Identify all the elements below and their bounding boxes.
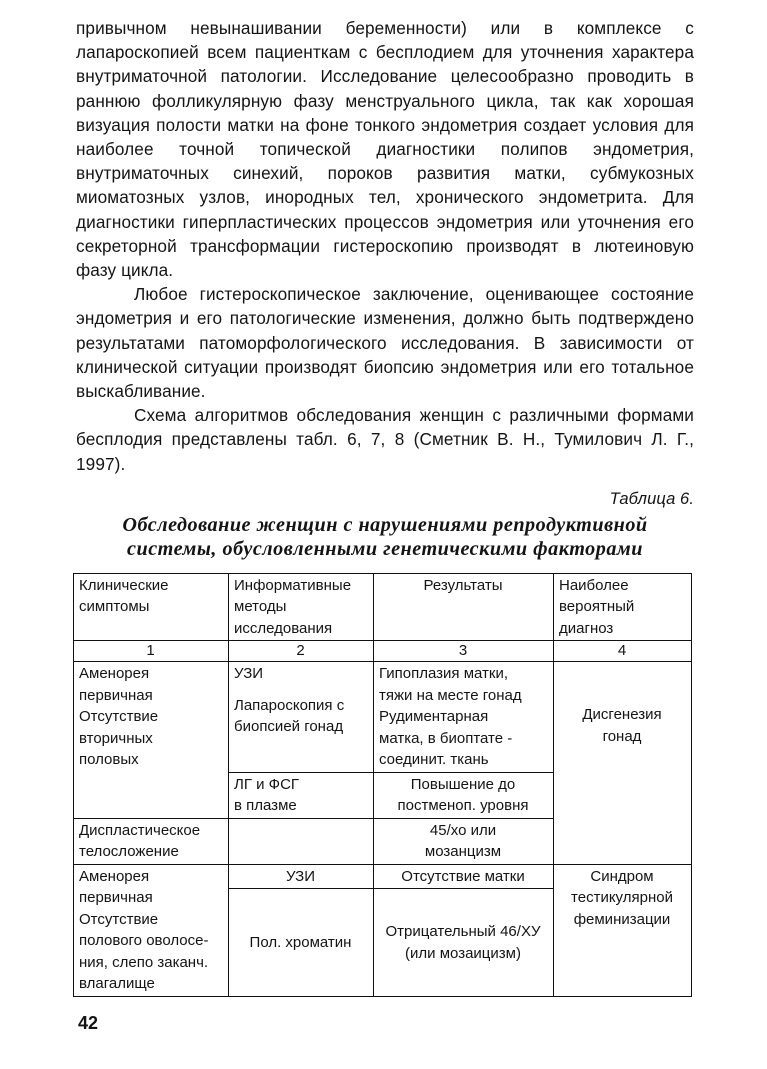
cell-text: полового оволосе- (79, 932, 209, 950)
method-cell-empty (229, 818, 374, 864)
cell-text: биопсией гонад (234, 718, 344, 736)
method-cell (229, 864, 374, 889)
table-container (73, 573, 694, 998)
cell-text: (или мозаицизм) (405, 944, 521, 962)
column-number: 3 (374, 641, 554, 662)
cell-text: ЛГ и ФСГ (234, 775, 300, 793)
page-number: 42 (78, 1013, 99, 1033)
header-text: Информативные (234, 576, 352, 594)
cell-text: постменоп. уровня (397, 797, 529, 815)
symptoms-cell (74, 864, 229, 997)
cell-text: Отрицательный 46/ХУ (385, 923, 541, 941)
header-text: Клинические (79, 576, 169, 594)
cell-spacer (234, 685, 367, 695)
table-title-line: Обследование женщин с нарушениями репродуктивной (122, 513, 648, 536)
paragraph-intro: привычном невынашивании беременности) или в комплексе с лапароскопией всем пациенткам с бесплодием для уточнения характера внутриматочной патологии. Исследование целесообразно проводить в раннюю фолликулярную фазу менструального цикла, так как хорошая визуация полости матки на фоне тонкого эндометрия создает условия для наиболее точной топической диагностики полипов эндометрия, внутриматочных синехий, пороков развития матки, субмукозных миоматозных узлов, инородных тел, хронического эндометрита. Для диагностики гиперпластических процессов эндометрия или уточнения его секреторной трансформации гистероскопию производят в лютеиновую фазу цикла. (76, 18, 694, 281)
cell-text: матка, в биоптате - (379, 729, 513, 747)
table-title-line: системы, обусловленными генетическими факторами (127, 537, 643, 560)
table-row (74, 662, 692, 773)
cell-text: Рудиментарная (379, 708, 489, 726)
header-text: вероятный (559, 598, 635, 616)
cell-text: тяжи на месте гонад (379, 686, 522, 704)
cell-text: Отсутствие матки (401, 867, 525, 885)
cell-text: Лапароскопия с (234, 696, 345, 714)
cell-text: тестикулярной (571, 889, 673, 907)
column-number: 1 (74, 641, 229, 662)
method-cell (229, 772, 374, 818)
method-cell (229, 662, 374, 773)
header-cell-diagnosis (554, 573, 692, 641)
column-number: 2 (229, 641, 374, 662)
paragraph-algorithm-scheme: Схема алгоритмов обследования женщин с различными формами бесплодия представлены табл. 6, 7, 8 (Сметник В. Н., Тумилович Л. Г., 1997). (76, 405, 694, 474)
cell-text: в плазме (234, 797, 297, 815)
header-text: исследования (234, 619, 333, 637)
cell-text: УЗИ (234, 665, 264, 683)
cell-text: Диспластическое (79, 821, 201, 839)
diagnosis-cell (554, 662, 692, 865)
cell-text: гонад (602, 727, 642, 745)
header-text: Наиболее (559, 576, 629, 594)
cell-text: телосложение (79, 843, 179, 861)
result-cell (374, 772, 554, 818)
table-header-row (74, 573, 692, 641)
column-number: 4 (554, 641, 692, 662)
symptoms-cell (74, 662, 229, 819)
result-cell (374, 864, 554, 889)
cell-text: Аменорея (79, 665, 150, 683)
cell-text: Отсутствие (79, 708, 159, 726)
table-title (76, 513, 694, 561)
cell-text: Аменорея (79, 867, 150, 885)
cell-text: первичная (79, 686, 153, 704)
header-text: симптомы (79, 598, 150, 616)
genetic-factors-table (73, 573, 692, 998)
table-caption: Таблица 6. (609, 489, 694, 508)
header-text: методы (234, 598, 287, 616)
symptoms-cell (74, 818, 229, 864)
cell-text: УЗИ (285, 867, 316, 885)
cell-text: мозанцизм (424, 843, 502, 861)
result-cell (374, 889, 554, 997)
cell-text: Дисгенезия (582, 706, 662, 724)
header-cell-methods (229, 573, 374, 641)
result-cell (374, 662, 554, 773)
table-row (74, 864, 692, 889)
cell-text: вторичных (79, 729, 153, 747)
cell-text: влагалище (79, 975, 155, 993)
method-cell (229, 889, 374, 997)
header-cell-results (374, 573, 554, 641)
cell-text: феминизации (573, 910, 671, 928)
cell-text: половых (79, 751, 139, 769)
header-text: Результаты (423, 576, 503, 594)
header-cell-symptoms (74, 573, 229, 641)
cell-text: 45/хо или (429, 821, 497, 839)
cell-text: Синдром (590, 867, 654, 885)
cell-text: Пол. хроматин (249, 934, 352, 952)
column-number-row (74, 641, 692, 662)
cell-text: соединит. ткань (379, 751, 489, 769)
paragraph-hysteroscopy-conclusion: Любое гистероскопическое заключение, оценивающее состояние эндометрия и его патологические изменения, должно быть подтверждено результатами патоморфологического исследования. В зависимости от клинической ситуации производят биопсию эндометрия или его тотальное выскабливание. (76, 284, 694, 402)
cell-text: первичная (79, 889, 153, 907)
header-text: диагноз (559, 619, 614, 637)
cell-text: Повышение до (410, 775, 516, 793)
diagnosis-cell (554, 864, 692, 997)
result-cell (374, 818, 554, 864)
page-content (76, 16, 694, 997)
cell-text: ния, слепо заканч. (79, 953, 209, 971)
cell-text: Гипоплазия матки, (379, 665, 509, 683)
cell-text: Отсутствие (79, 910, 159, 928)
